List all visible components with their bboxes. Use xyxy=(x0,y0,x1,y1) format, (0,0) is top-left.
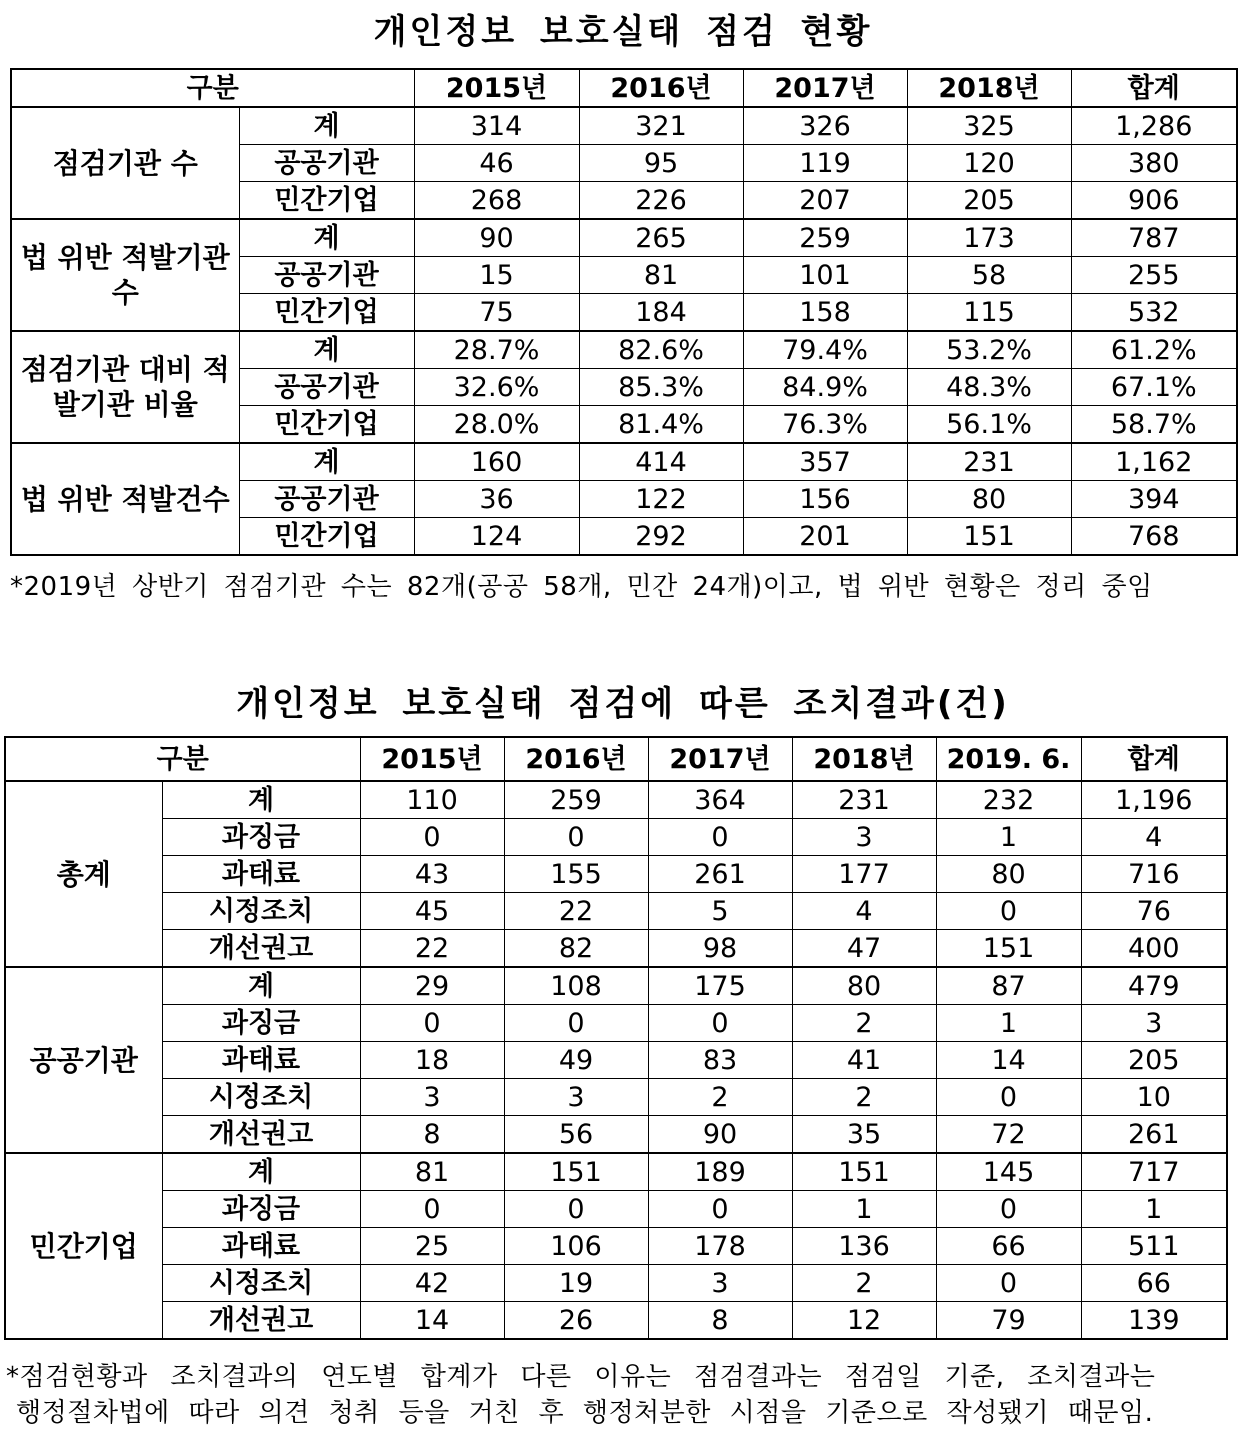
cell: 151 xyxy=(504,1153,648,1191)
cell: 28.0% xyxy=(414,406,579,444)
table-row xyxy=(5,819,1227,856)
cell: 35 xyxy=(792,1116,936,1154)
cell: 292 xyxy=(579,518,743,556)
table1-header-row xyxy=(11,69,1237,107)
cell: 414 xyxy=(579,443,743,481)
cell: 72 xyxy=(936,1116,1081,1154)
header-2015: 2015년 xyxy=(414,69,579,107)
cell: 261 xyxy=(648,856,792,893)
cell: 173 xyxy=(907,219,1071,257)
cell: 19 xyxy=(504,1265,648,1302)
cell: 205 xyxy=(907,182,1071,220)
cell: 394 xyxy=(1071,481,1237,518)
table-row xyxy=(11,331,1237,369)
cell: 189 xyxy=(648,1153,792,1191)
cell: 76 xyxy=(1081,893,1227,930)
cell: 717 xyxy=(1081,1153,1227,1191)
cell: 26 xyxy=(504,1302,648,1340)
cell: 380 xyxy=(1071,145,1237,182)
row-label: 계 xyxy=(239,331,414,369)
cell: 115 xyxy=(907,294,1071,332)
cell: 76.3% xyxy=(743,406,907,444)
group-label: 민간기업 xyxy=(5,1153,162,1339)
cell: 81 xyxy=(360,1153,504,1191)
cell: 82 xyxy=(504,930,648,968)
row-label: 민간기업 xyxy=(239,518,414,556)
row-label: 계 xyxy=(162,967,360,1005)
cell: 10 xyxy=(1081,1079,1227,1116)
row-label: 민간기업 xyxy=(239,182,414,220)
cell: 364 xyxy=(648,781,792,819)
cell: 61.2% xyxy=(1071,331,1237,369)
row-label: 공공기관 xyxy=(239,369,414,406)
table-row xyxy=(5,967,1227,1005)
cell: 22 xyxy=(504,893,648,930)
cell: 12 xyxy=(792,1302,936,1340)
cell: 2 xyxy=(792,1079,936,1116)
row-label: 민간기업 xyxy=(239,406,414,444)
cell: 0 xyxy=(936,1191,1081,1228)
row-label: 과태료 xyxy=(162,1042,360,1079)
table-row xyxy=(5,1265,1227,1302)
cell: 0 xyxy=(936,1079,1081,1116)
cell: 8 xyxy=(648,1302,792,1340)
cell: 259 xyxy=(743,219,907,257)
header-2016: 2016년 xyxy=(504,737,648,781)
cell: 85.3% xyxy=(579,369,743,406)
header-2018: 2018년 xyxy=(792,737,936,781)
cell: 1 xyxy=(936,1005,1081,1042)
header-2019-6: 2019. 6. xyxy=(936,737,1081,781)
cell: 42 xyxy=(360,1265,504,1302)
cell: 110 xyxy=(360,781,504,819)
cell: 66 xyxy=(1081,1265,1227,1302)
cell: 0 xyxy=(360,1005,504,1042)
header-category: 구분 xyxy=(5,737,360,781)
table1-title: 개인정보 보호실태 점검 현황 xyxy=(373,12,873,52)
cell: 101 xyxy=(743,257,907,294)
group-label: 점검기관 대비 적발기관 비율 xyxy=(11,331,239,443)
cell: 87 xyxy=(936,967,1081,1005)
table-row xyxy=(11,107,1237,145)
group-label: 점검기관 수 xyxy=(11,107,239,219)
header-2018: 2018년 xyxy=(907,69,1071,107)
cell: 29 xyxy=(360,967,504,1005)
row-label: 계 xyxy=(162,1153,360,1191)
row-label: 계 xyxy=(239,107,414,145)
cell: 1 xyxy=(792,1191,936,1228)
cell: 47 xyxy=(792,930,936,968)
table-row xyxy=(5,1116,1227,1154)
cell: 124 xyxy=(414,518,579,556)
cell: 178 xyxy=(648,1228,792,1265)
row-label: 계 xyxy=(162,781,360,819)
cell: 81.4% xyxy=(579,406,743,444)
cell: 145 xyxy=(936,1153,1081,1191)
table-row xyxy=(5,1005,1227,1042)
header-2016: 2016년 xyxy=(579,69,743,107)
cell: 4 xyxy=(1081,819,1227,856)
cell: 151 xyxy=(792,1153,936,1191)
cell: 357 xyxy=(743,443,907,481)
cell: 259 xyxy=(504,781,648,819)
cell: 768 xyxy=(1071,518,1237,556)
cell: 0 xyxy=(648,1191,792,1228)
cell: 255 xyxy=(1071,257,1237,294)
cell: 136 xyxy=(792,1228,936,1265)
cell: 787 xyxy=(1071,219,1237,257)
cell: 906 xyxy=(1071,182,1237,220)
table-row xyxy=(5,1042,1227,1079)
cell: 0 xyxy=(360,819,504,856)
table-row xyxy=(5,1228,1227,1265)
cell: 0 xyxy=(504,1005,648,1042)
row-label: 공공기관 xyxy=(239,257,414,294)
cell: 0 xyxy=(936,1265,1081,1302)
cell: 83 xyxy=(648,1042,792,1079)
cell: 3 xyxy=(504,1079,648,1116)
cell: 326 xyxy=(743,107,907,145)
cell: 1,286 xyxy=(1071,107,1237,145)
cell: 18 xyxy=(360,1042,504,1079)
cell: 3 xyxy=(648,1265,792,1302)
cell: 58.7% xyxy=(1071,406,1237,444)
cell: 14 xyxy=(936,1042,1081,1079)
table-row xyxy=(5,930,1227,968)
cell: 56 xyxy=(504,1116,648,1154)
cell: 1 xyxy=(1081,1191,1227,1228)
cell: 177 xyxy=(792,856,936,893)
table-row xyxy=(5,781,1227,819)
cell: 511 xyxy=(1081,1228,1227,1265)
cell: 156 xyxy=(743,481,907,518)
cell: 3 xyxy=(792,819,936,856)
cell: 80 xyxy=(907,481,1071,518)
cell: 67.1% xyxy=(1071,369,1237,406)
cell: 82.6% xyxy=(579,331,743,369)
cell: 265 xyxy=(579,219,743,257)
cell: 231 xyxy=(792,781,936,819)
cell: 90 xyxy=(414,219,579,257)
cell: 81 xyxy=(579,257,743,294)
cell: 98 xyxy=(648,930,792,968)
inspection-status-table xyxy=(10,68,1238,556)
cell: 41 xyxy=(792,1042,936,1079)
cell: 232 xyxy=(936,781,1081,819)
cell: 28.7% xyxy=(414,331,579,369)
cell: 119 xyxy=(743,145,907,182)
table-row xyxy=(5,856,1227,893)
cell: 15 xyxy=(414,257,579,294)
row-label: 과태료 xyxy=(162,1228,360,1265)
table-row xyxy=(5,1153,1227,1191)
cell: 49 xyxy=(504,1042,648,1079)
cell: 22 xyxy=(360,930,504,968)
table-row xyxy=(11,219,1237,257)
cell: 43 xyxy=(360,856,504,893)
cell: 201 xyxy=(743,518,907,556)
cell: 32.6% xyxy=(414,369,579,406)
cell: 175 xyxy=(648,967,792,1005)
row-label: 과징금 xyxy=(162,819,360,856)
cell: 207 xyxy=(743,182,907,220)
group-label: 법 위반 적발기관 수 xyxy=(11,219,239,331)
cell: 80 xyxy=(936,856,1081,893)
cell: 321 xyxy=(579,107,743,145)
header-category: 구분 xyxy=(11,69,414,107)
header-2017: 2017년 xyxy=(648,737,792,781)
table-row xyxy=(5,893,1227,930)
cell: 226 xyxy=(579,182,743,220)
table2-footnote-line1: *점검현황과 조치결과의 연도별 합계가 다른 이유는 점검결과는 점검일 기준, 조치결과는 xyxy=(6,1362,1156,1392)
cell: 532 xyxy=(1071,294,1237,332)
cell: 36 xyxy=(414,481,579,518)
cell: 139 xyxy=(1081,1302,1227,1340)
row-label: 과태료 xyxy=(162,856,360,893)
cell: 84.9% xyxy=(743,369,907,406)
cell: 106 xyxy=(504,1228,648,1265)
row-label: 계 xyxy=(239,443,414,481)
cell: 0 xyxy=(648,819,792,856)
cell: 95 xyxy=(579,145,743,182)
cell: 184 xyxy=(579,294,743,332)
row-label: 시정조치 xyxy=(162,1265,360,1302)
cell: 155 xyxy=(504,856,648,893)
header-total: 합계 xyxy=(1071,69,1237,107)
row-label: 과징금 xyxy=(162,1191,360,1228)
table2-footnote-line2: 행정절차법에 따라 의견 청취 등을 거친 후 행정처분한 시점을 기준으로 작성됐기 때문임. xyxy=(16,1398,1154,1428)
cell: 231 xyxy=(907,443,1071,481)
cell: 205 xyxy=(1081,1042,1227,1079)
group-label: 공공기관 xyxy=(5,967,162,1153)
cell: 45 xyxy=(360,893,504,930)
cell: 2 xyxy=(792,1005,936,1042)
cell: 25 xyxy=(360,1228,504,1265)
group-label: 총계 xyxy=(5,781,162,967)
table2-header-row xyxy=(5,737,1227,781)
cell: 3 xyxy=(360,1079,504,1116)
cell: 79 xyxy=(936,1302,1081,1340)
cell: 268 xyxy=(414,182,579,220)
cell: 46 xyxy=(414,145,579,182)
row-label: 개선권고 xyxy=(162,1302,360,1340)
cell: 0 xyxy=(504,1191,648,1228)
header-2015: 2015년 xyxy=(360,737,504,781)
cell: 66 xyxy=(936,1228,1081,1265)
row-label: 계 xyxy=(239,219,414,257)
cell: 151 xyxy=(936,930,1081,968)
action-results-table xyxy=(4,736,1228,1340)
table1-footnote: *2019년 상반기 점검기관 수는 82개(공공 58개, 민간 24개)이고, 법 위반 현황은 정리 중임 xyxy=(10,572,1153,602)
row-label: 민간기업 xyxy=(239,294,414,332)
row-label: 개선권고 xyxy=(162,930,360,968)
table-row xyxy=(5,1191,1227,1228)
cell: 160 xyxy=(414,443,579,481)
cell: 5 xyxy=(648,893,792,930)
row-label: 시정조치 xyxy=(162,893,360,930)
table-row xyxy=(11,443,1237,481)
cell: 400 xyxy=(1081,930,1227,968)
cell: 108 xyxy=(504,967,648,1005)
cell: 48.3% xyxy=(907,369,1071,406)
cell: 151 xyxy=(907,518,1071,556)
cell: 1,196 xyxy=(1081,781,1227,819)
cell: 3 xyxy=(1081,1005,1227,1042)
cell: 53.2% xyxy=(907,331,1071,369)
table-row xyxy=(5,1302,1227,1340)
cell: 314 xyxy=(414,107,579,145)
row-label: 개선권고 xyxy=(162,1116,360,1154)
cell: 56.1% xyxy=(907,406,1071,444)
cell: 0 xyxy=(936,893,1081,930)
table2-title: 개인정보 보호실태 점검에 따른 조치결과(건) xyxy=(236,684,1010,724)
cell: 80 xyxy=(792,967,936,1005)
table-row xyxy=(5,1079,1227,1116)
cell: 325 xyxy=(907,107,1071,145)
cell: 75 xyxy=(414,294,579,332)
cell: 90 xyxy=(648,1116,792,1154)
cell: 0 xyxy=(648,1005,792,1042)
cell: 58 xyxy=(907,257,1071,294)
cell: 261 xyxy=(1081,1116,1227,1154)
row-label: 시정조치 xyxy=(162,1079,360,1116)
group-label: 법 위반 적발건수 xyxy=(11,443,239,555)
cell: 158 xyxy=(743,294,907,332)
cell: 0 xyxy=(360,1191,504,1228)
header-total: 합계 xyxy=(1081,737,1227,781)
cell: 14 xyxy=(360,1302,504,1340)
cell: 2 xyxy=(792,1265,936,1302)
cell: 122 xyxy=(579,481,743,518)
cell: 479 xyxy=(1081,967,1227,1005)
cell: 4 xyxy=(792,893,936,930)
cell: 0 xyxy=(504,819,648,856)
cell: 2 xyxy=(648,1079,792,1116)
cell: 79.4% xyxy=(743,331,907,369)
cell: 716 xyxy=(1081,856,1227,893)
cell: 1 xyxy=(936,819,1081,856)
cell: 120 xyxy=(907,145,1071,182)
row-label: 과징금 xyxy=(162,1005,360,1042)
header-2017: 2017년 xyxy=(743,69,907,107)
row-label: 공공기관 xyxy=(239,145,414,182)
row-label: 공공기관 xyxy=(239,481,414,518)
cell: 1,162 xyxy=(1071,443,1237,481)
cell: 8 xyxy=(360,1116,504,1154)
